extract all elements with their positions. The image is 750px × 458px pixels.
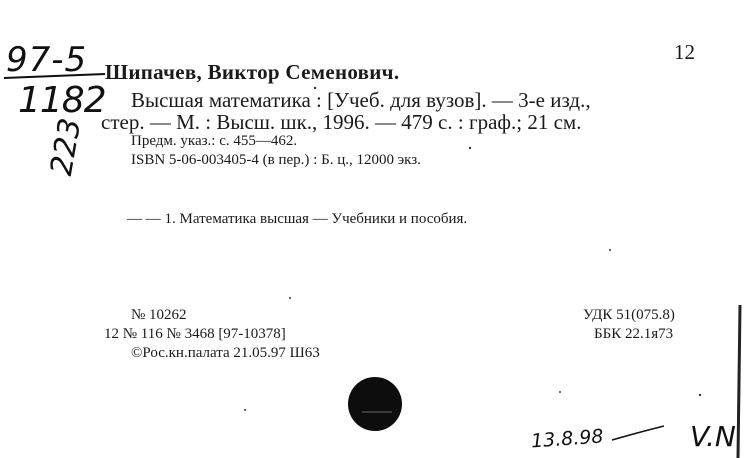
title-line-1: Высшая математика : [Учеб. для вузов]. — 3-е изд., [131, 88, 591, 112]
handwritten-call-number-top: 97-5 [6, 40, 88, 80]
title-line-2: стер. — М. : Высш. шк., 1996. — 479 с. : граф.; 21 см. [101, 110, 582, 134]
handwritten-call-number-mid: 1182 [18, 80, 106, 121]
record-number-1: № 10262 [131, 307, 187, 323]
subject-heading: — — 1. Математика высшая — Учебники и пособия. [127, 211, 468, 227]
udk-code: УДК 51(075.8) [583, 307, 675, 323]
isbn-line: ISBN 5-06-003405-4 (в пер.) : Б. ц., 12000 экз. [131, 152, 421, 168]
index-note: Предм. указ.: с. 455—462. [131, 133, 298, 149]
card-number: 12 [674, 40, 695, 64]
author-heading: Шипачев, Виктор Семенович. [105, 60, 400, 84]
pen-stroke [612, 426, 664, 440]
card-edge-line [738, 305, 740, 458]
handwritten-initials: V.N [690, 420, 736, 453]
handwritten-call-number-low: 223 [44, 115, 89, 179]
punch-hole [348, 377, 402, 431]
handwritten-date: 13.8.98 [530, 425, 605, 453]
bbk-code: ББК 22.1я73 [594, 326, 674, 342]
record-number-2: 12 № 116 № 3468 [97-10378] [104, 326, 286, 342]
copyright-line: ©Рос.кн.палата 21.05.97 Ш63 [131, 345, 320, 361]
